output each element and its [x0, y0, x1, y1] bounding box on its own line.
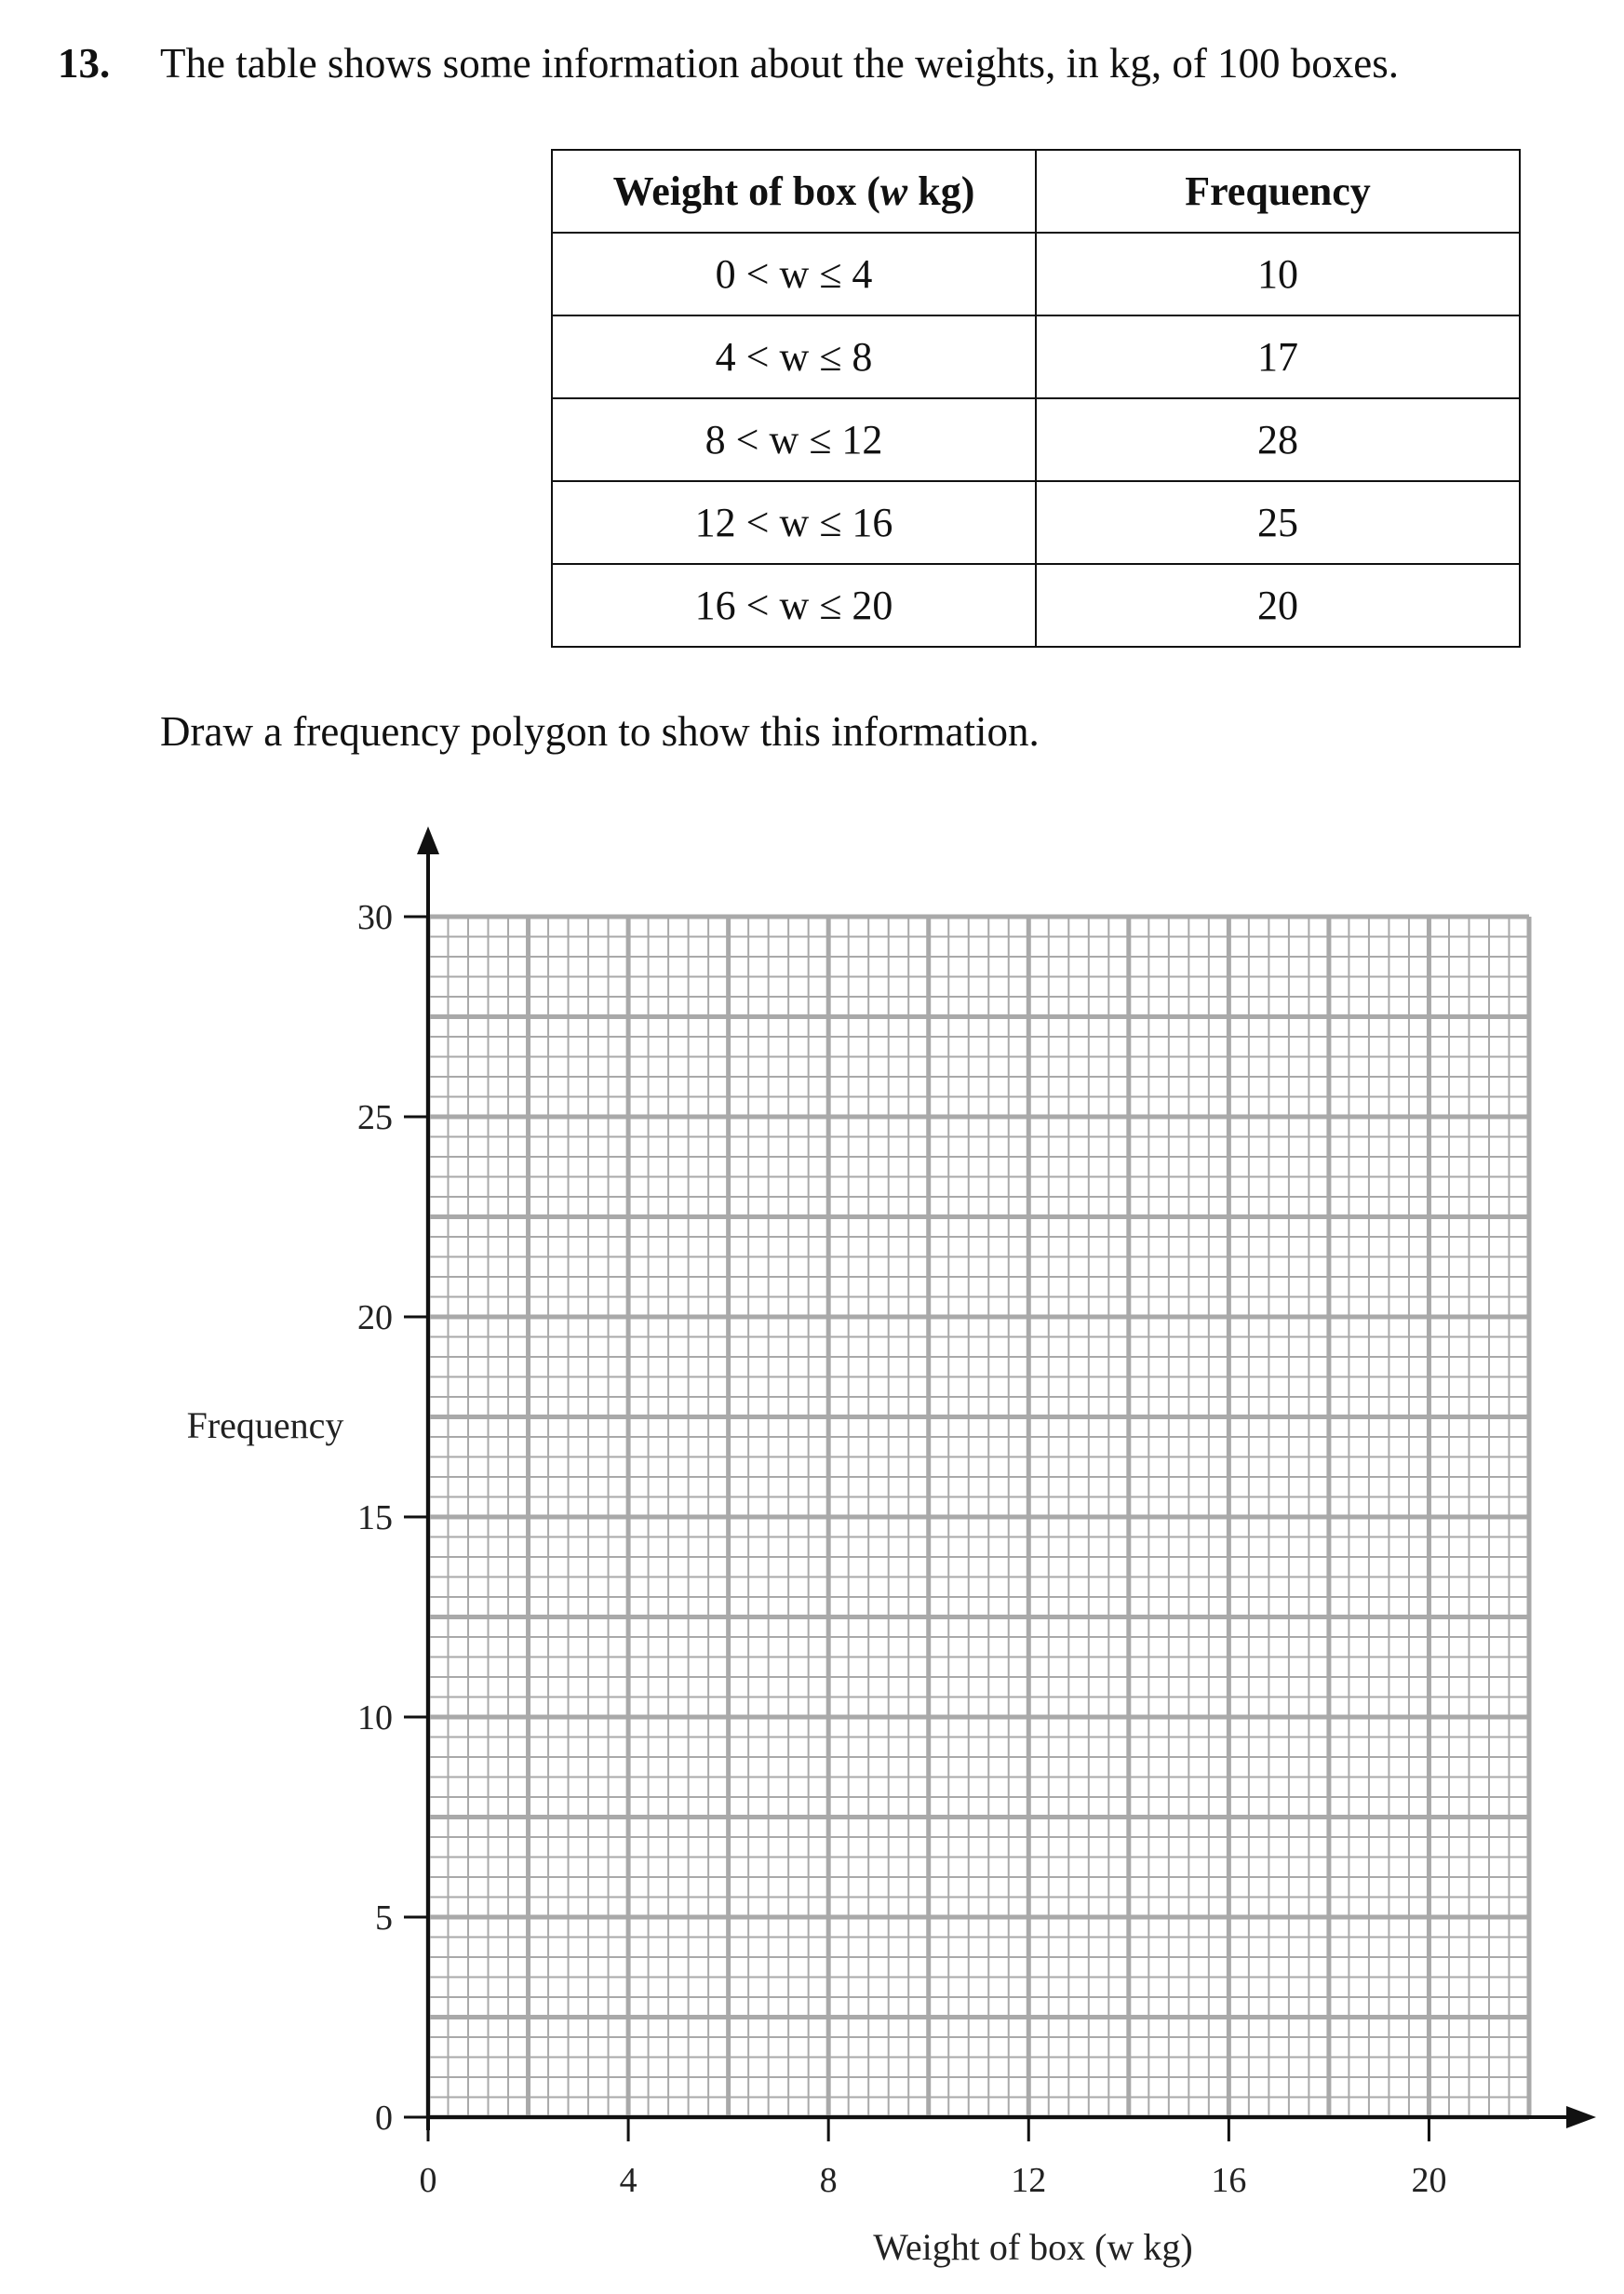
y-axis-title: Frequency	[186, 1404, 344, 1446]
x-axis-arrow-icon	[1566, 2106, 1596, 2128]
question-number: 13.	[58, 40, 111, 87]
frequency-cell: 25	[1036, 481, 1520, 564]
interval-cell: 12 < w ≤ 16	[552, 481, 1036, 564]
interval-cell: 16 < w ≤ 20	[552, 564, 1036, 647]
interval-cell: 4 < w ≤ 8	[552, 315, 1036, 398]
frequency-cell: 20	[1036, 564, 1520, 647]
y-tick-label: 15	[357, 1498, 393, 1537]
y-tick-label: 0	[375, 2099, 393, 2138]
x-tick-label: 0	[419, 2161, 437, 2200]
y-tick-label: 10	[357, 1698, 393, 1737]
header-frequency: Frequency	[1036, 150, 1520, 233]
axis-labels	[187, 898, 1447, 2268]
axes	[417, 826, 1596, 2130]
x-tick-label: 12	[1011, 2161, 1047, 2200]
header-weight: Weight of box (w kg)	[552, 150, 1036, 233]
interval-cell: 0 < w ≤ 4	[552, 233, 1036, 315]
frequency-cell: 17	[1036, 315, 1520, 398]
x-tick-label: 4	[619, 2161, 638, 2200]
instruction-text: Draw a frequency polygon to show this information.	[160, 708, 1040, 755]
question-text: The table shows some information about the weights, in kg, of 100 boxes.	[160, 40, 1400, 87]
y-axis-arrow-icon	[417, 826, 439, 854]
y-tick-label: 5	[375, 1898, 393, 1938]
interval-cell: 8 < w ≤ 12	[552, 398, 1036, 481]
x-tick-label: 8	[819, 2161, 838, 2200]
y-tick-label: 30	[357, 898, 393, 937]
x-axis-title: Weight of box (w kg)	[873, 2226, 1193, 2268]
y-tick-label: 25	[357, 1098, 393, 1137]
x-tick-label: 16	[1211, 2161, 1247, 2200]
y-tick-label: 20	[357, 1298, 393, 1337]
x-tick-label: 20	[1411, 2161, 1447, 2200]
frequency-cell: 28	[1036, 398, 1520, 481]
frequency-cell: 10	[1036, 233, 1520, 315]
